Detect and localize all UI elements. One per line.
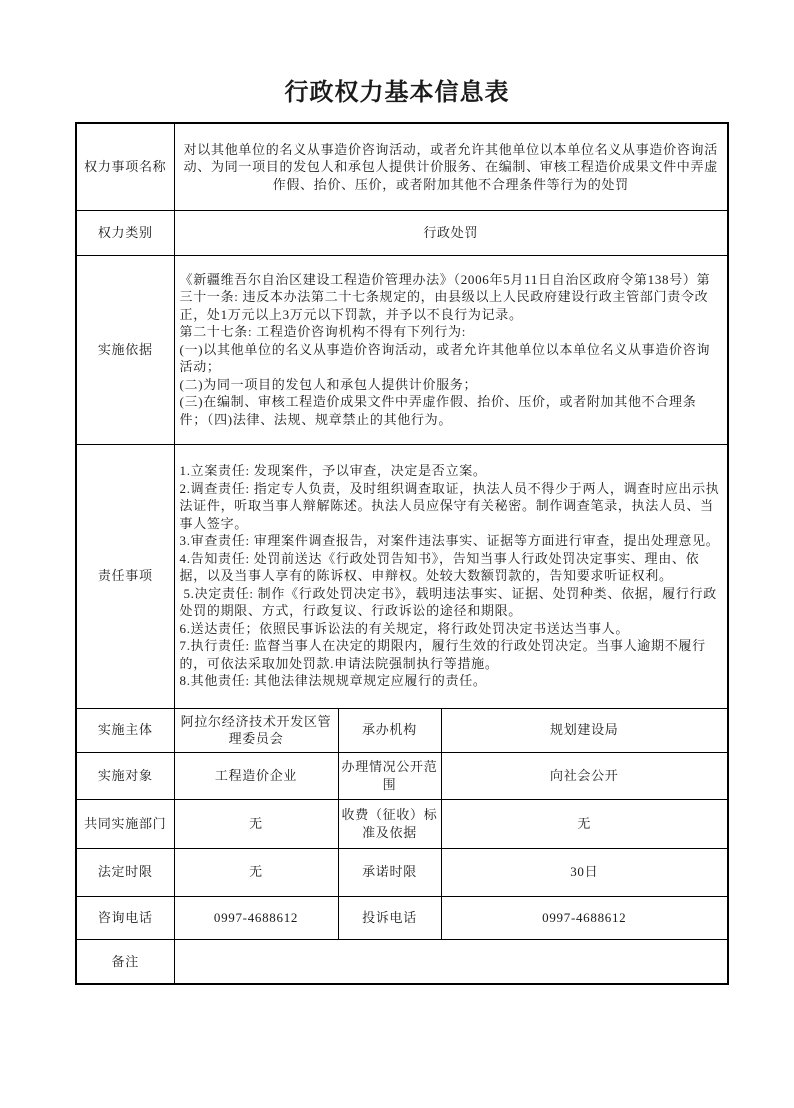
label-disclosure-scope: 办理情况公开范围: [338, 752, 441, 799]
label-implementation-target: 实施对象: [76, 752, 174, 799]
row-remarks: [76, 939, 728, 984]
responsibility-item: 7.执行责任: 监督当事人在决定的期限内，履行生效的行政处罚决定。当事人逾期不履行的，可依法采取加处罚款.申请法院强制执行等措施。: [179, 638, 706, 671]
responsibility-item: 3.审查责任: 审理案件调查报告，对案件违法事实、证据等方面进行审查，提出处理意见。: [179, 533, 720, 549]
label-statutory-time-limit: 法定时限: [76, 848, 174, 896]
label-responsibility-items: 责任事项: [76, 444, 174, 708]
label-undertaking-agency: 承办机构: [338, 708, 441, 752]
value-implementation-target: 工程造价企业: [174, 752, 338, 799]
label-fee-standard-basis: 收费（征收）标准及依据: [338, 799, 441, 848]
info-table: [75, 122, 729, 985]
value-consultation-phone: 0997-4688612: [174, 896, 338, 939]
row-implementation-basis: [76, 255, 728, 444]
value-implementation-basis: [174, 255, 728, 444]
label-promised-time-limit: 承诺时限: [338, 848, 441, 896]
value-disclosure-scope: 向社会公开: [441, 752, 728, 799]
row-implementing-body: [76, 708, 728, 752]
label-remarks: 备注: [76, 939, 174, 984]
value-promised-time-limit: 30日: [441, 848, 728, 896]
label-power-category: 权力类别: [76, 210, 174, 255]
value-remarks: [174, 939, 728, 984]
responsibility-item: 1.立案责任: 发现案件，予以审查，决定是否立案。: [179, 463, 487, 479]
value-implementing-body: 阿拉尔经济技术开发区管理委员会: [174, 708, 338, 752]
label-complaint-phone: 投诉电话: [338, 896, 441, 939]
responsibility-item: 8.其他责任: 其他法律法规规章规定应履行的责任。: [179, 673, 487, 689]
row-consultation-phone: [76, 896, 728, 939]
row-power-item-name: [76, 123, 728, 210]
page-title: 行政权力基本信息表: [284, 80, 510, 106]
row-responsibility-items: [76, 444, 728, 708]
responsibility-item: 4.告知责任: 处罚前送达《行政处罚告知书》，告知当事人行政处罚决定事实、理由、依据，以及当事人享有的陈诉权、申辩权。处较大数额罚款的，告知要求听证权利。: [179, 550, 700, 584]
value-undertaking-agency: 规划建设局: [441, 708, 728, 752]
basis-paragraph: (二)为同一项目的发包人和承包人提供计价服务；: [179, 376, 478, 392]
label-joint-implementation-department: 共同实施部门: [76, 799, 174, 848]
value-fee-standard-basis: 无: [441, 799, 728, 848]
label-implementing-body: 实施主体: [76, 708, 174, 752]
value-power-category: 行政处罚: [174, 210, 728, 255]
basis-paragraph: (三)在编制、审核工程造价成果文件中弄虚作假、抬价、压价，或者附加其他不合理条件；（四)法律、法规、规章禁止的其他行为。: [179, 394, 697, 427]
value-statutory-time-limit: 无: [174, 848, 338, 896]
basis-paragraph: (一)以其他单位的名义从事造价咨询活动，或者允许其他单位以本单位名义从事造价咨询活动；: [179, 341, 711, 375]
label-consultation-phone: 咨询电话: [76, 896, 174, 939]
responsibility-item: 2.调查责任: 指定专人负责，及时组织调查取证，执法人员不得少于两人，调查时应出示执法证件，听取当事人辩解陈述。执法人员应保守有关秘密。制作调查笔录，执法人员、当事人签字。: [179, 480, 720, 531]
basis-paragraph: 第二十七条: 工程造价咨询机构不得有下列行为:: [179, 324, 467, 340]
row-joint-implementation-department: [76, 799, 728, 848]
value-joint-implementation-department: 无: [174, 799, 338, 848]
basis-paragraph: 《新疆维吾尔自治区建设工程造价管理办法》（2006年5月11日自治区政府令第138号）第三十一条: 违反本办法第二十七条规定的，由县级以上人民政府建设行政主管部门责令改正，处1万元以上3万元以下罚款，并予以不良行为记录。: [179, 271, 711, 322]
label-implementation-basis: 实施依据: [76, 255, 174, 444]
value-power-item-name: 对以其他单位的名义从事造价咨询活动，或者允许其他单位以本单位名义从事造价咨询活动、为同一项目的发包人和承包人提供计价服务、在编制、审核工程造价成果文件中弄虚作假、抬价、压价，或者附加其他不合理条件等行为的处罚: [174, 123, 728, 210]
responsibility-item: 6.送达责任；依照民事诉讼法的有关规定，将行政处罚决定书送达当事人。: [179, 620, 630, 636]
row-statutory-time-limit: [76, 848, 728, 896]
label-power-item-name: 权力事项名称: [76, 123, 174, 210]
responsibility-item: 5.决定责任: 制作《行政处罚决定书》，载明违法事实、证据、处罚种类、依据，履行行政处罚的期限、方式，行政复议、行政诉讼的途径和期限。: [179, 585, 717, 619]
row-power-category: [76, 210, 728, 255]
value-complaint-phone: 0997-4688612: [441, 896, 728, 939]
value-responsibility-items: [174, 444, 728, 708]
row-implementation-target: [76, 752, 728, 799]
